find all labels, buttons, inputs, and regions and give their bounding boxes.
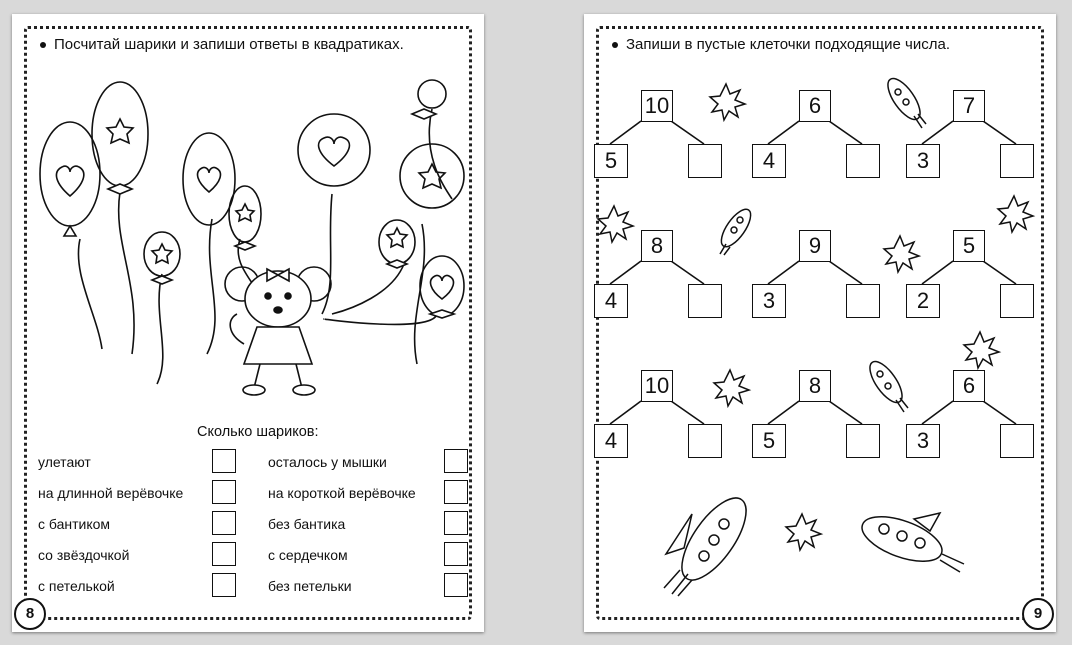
balloon-icon	[420, 256, 464, 318]
part-number-box: 4	[594, 424, 628, 458]
answer-box[interactable]	[212, 542, 236, 566]
whole-number-box: 6	[799, 90, 831, 122]
page-number: 8	[14, 598, 46, 630]
star-burst-icon	[884, 236, 919, 272]
part-number-box: 5	[594, 144, 628, 178]
part-number-box: 2	[906, 284, 940, 318]
answer-box[interactable]	[444, 511, 468, 535]
row-label: с бантиком	[38, 516, 111, 532]
balloons-illustration	[12, 14, 484, 414]
row-label: с сердечком	[268, 547, 348, 563]
balloon-icon	[412, 80, 446, 119]
row-label: без петельки	[268, 578, 352, 594]
mouse-girl-icon	[225, 267, 331, 395]
answer-box[interactable]	[212, 449, 236, 473]
row-label: со звёздочкой	[38, 547, 130, 563]
star-burst-icon	[598, 206, 633, 242]
balloon-icon	[379, 220, 415, 268]
whole-number-box: 10	[641, 90, 673, 122]
empty-answer-box[interactable]	[1000, 144, 1034, 178]
balloon-icon	[298, 114, 370, 186]
whole-number-box: 9	[799, 230, 831, 262]
rocket-icon	[882, 74, 926, 128]
answer-box[interactable]	[212, 573, 236, 597]
row-label: на короткой верёвочке	[268, 485, 416, 501]
star-burst-icon	[710, 84, 745, 120]
star-burst-icon	[998, 196, 1033, 232]
empty-answer-box[interactable]	[846, 284, 880, 318]
part-number-box: 3	[906, 424, 940, 458]
star-burst-icon	[964, 332, 999, 368]
whole-number-box: 7	[953, 90, 985, 122]
part-number-box: 4	[752, 144, 786, 178]
row-label: осталось у мышки	[268, 454, 387, 470]
row-label: с петелькой	[38, 578, 115, 594]
right-instruction-text: Запиши в пустые клеточки подходящие числа.	[626, 36, 950, 53]
row-label: на длинной верёвочке	[38, 485, 184, 501]
row-label: улетают	[38, 454, 91, 470]
answer-box[interactable]	[212, 511, 236, 535]
star-burst-icon	[786, 514, 821, 550]
part-number-box: 3	[752, 284, 786, 318]
empty-answer-box[interactable]	[688, 284, 722, 318]
empty-answer-box[interactable]	[846, 424, 880, 458]
row-label: без бантика	[268, 516, 346, 532]
whole-number-box: 6	[953, 370, 985, 402]
balloon-icon	[144, 232, 180, 284]
empty-answer-box[interactable]	[688, 424, 722, 458]
answer-box[interactable]	[444, 573, 468, 597]
empty-answer-box[interactable]	[1000, 424, 1034, 458]
balloon-icon	[183, 133, 235, 225]
rocket-icon	[664, 488, 758, 596]
answer-box[interactable]	[444, 449, 468, 473]
rocket-icon	[716, 205, 756, 255]
empty-answer-box[interactable]	[1000, 284, 1034, 318]
rocket-icon	[856, 508, 964, 572]
star-burst-icon	[714, 370, 749, 406]
answer-box[interactable]	[444, 542, 468, 566]
question-heading: Сколько шариков:	[197, 424, 319, 440]
balloon-icon	[229, 186, 261, 250]
answer-box[interactable]	[444, 480, 468, 504]
left-instruction-text: Посчитай шарики и запиши ответы в квадратиках.	[54, 36, 404, 53]
part-number-box: 3	[906, 144, 940, 178]
empty-answer-box[interactable]	[688, 144, 722, 178]
rocket-icon	[864, 357, 908, 412]
part-number-box: 5	[752, 424, 786, 458]
empty-answer-box[interactable]	[846, 144, 880, 178]
left-page	[12, 14, 484, 632]
answer-box[interactable]	[212, 480, 236, 504]
whole-number-box: 8	[641, 230, 673, 262]
page-number: 9	[1022, 598, 1054, 630]
whole-number-box: 5	[953, 230, 985, 262]
part-number-box: 4	[594, 284, 628, 318]
balloon-icon	[40, 122, 100, 236]
whole-number-box: 10	[641, 370, 673, 402]
whole-number-box: 8	[799, 370, 831, 402]
right-page	[584, 14, 1056, 632]
